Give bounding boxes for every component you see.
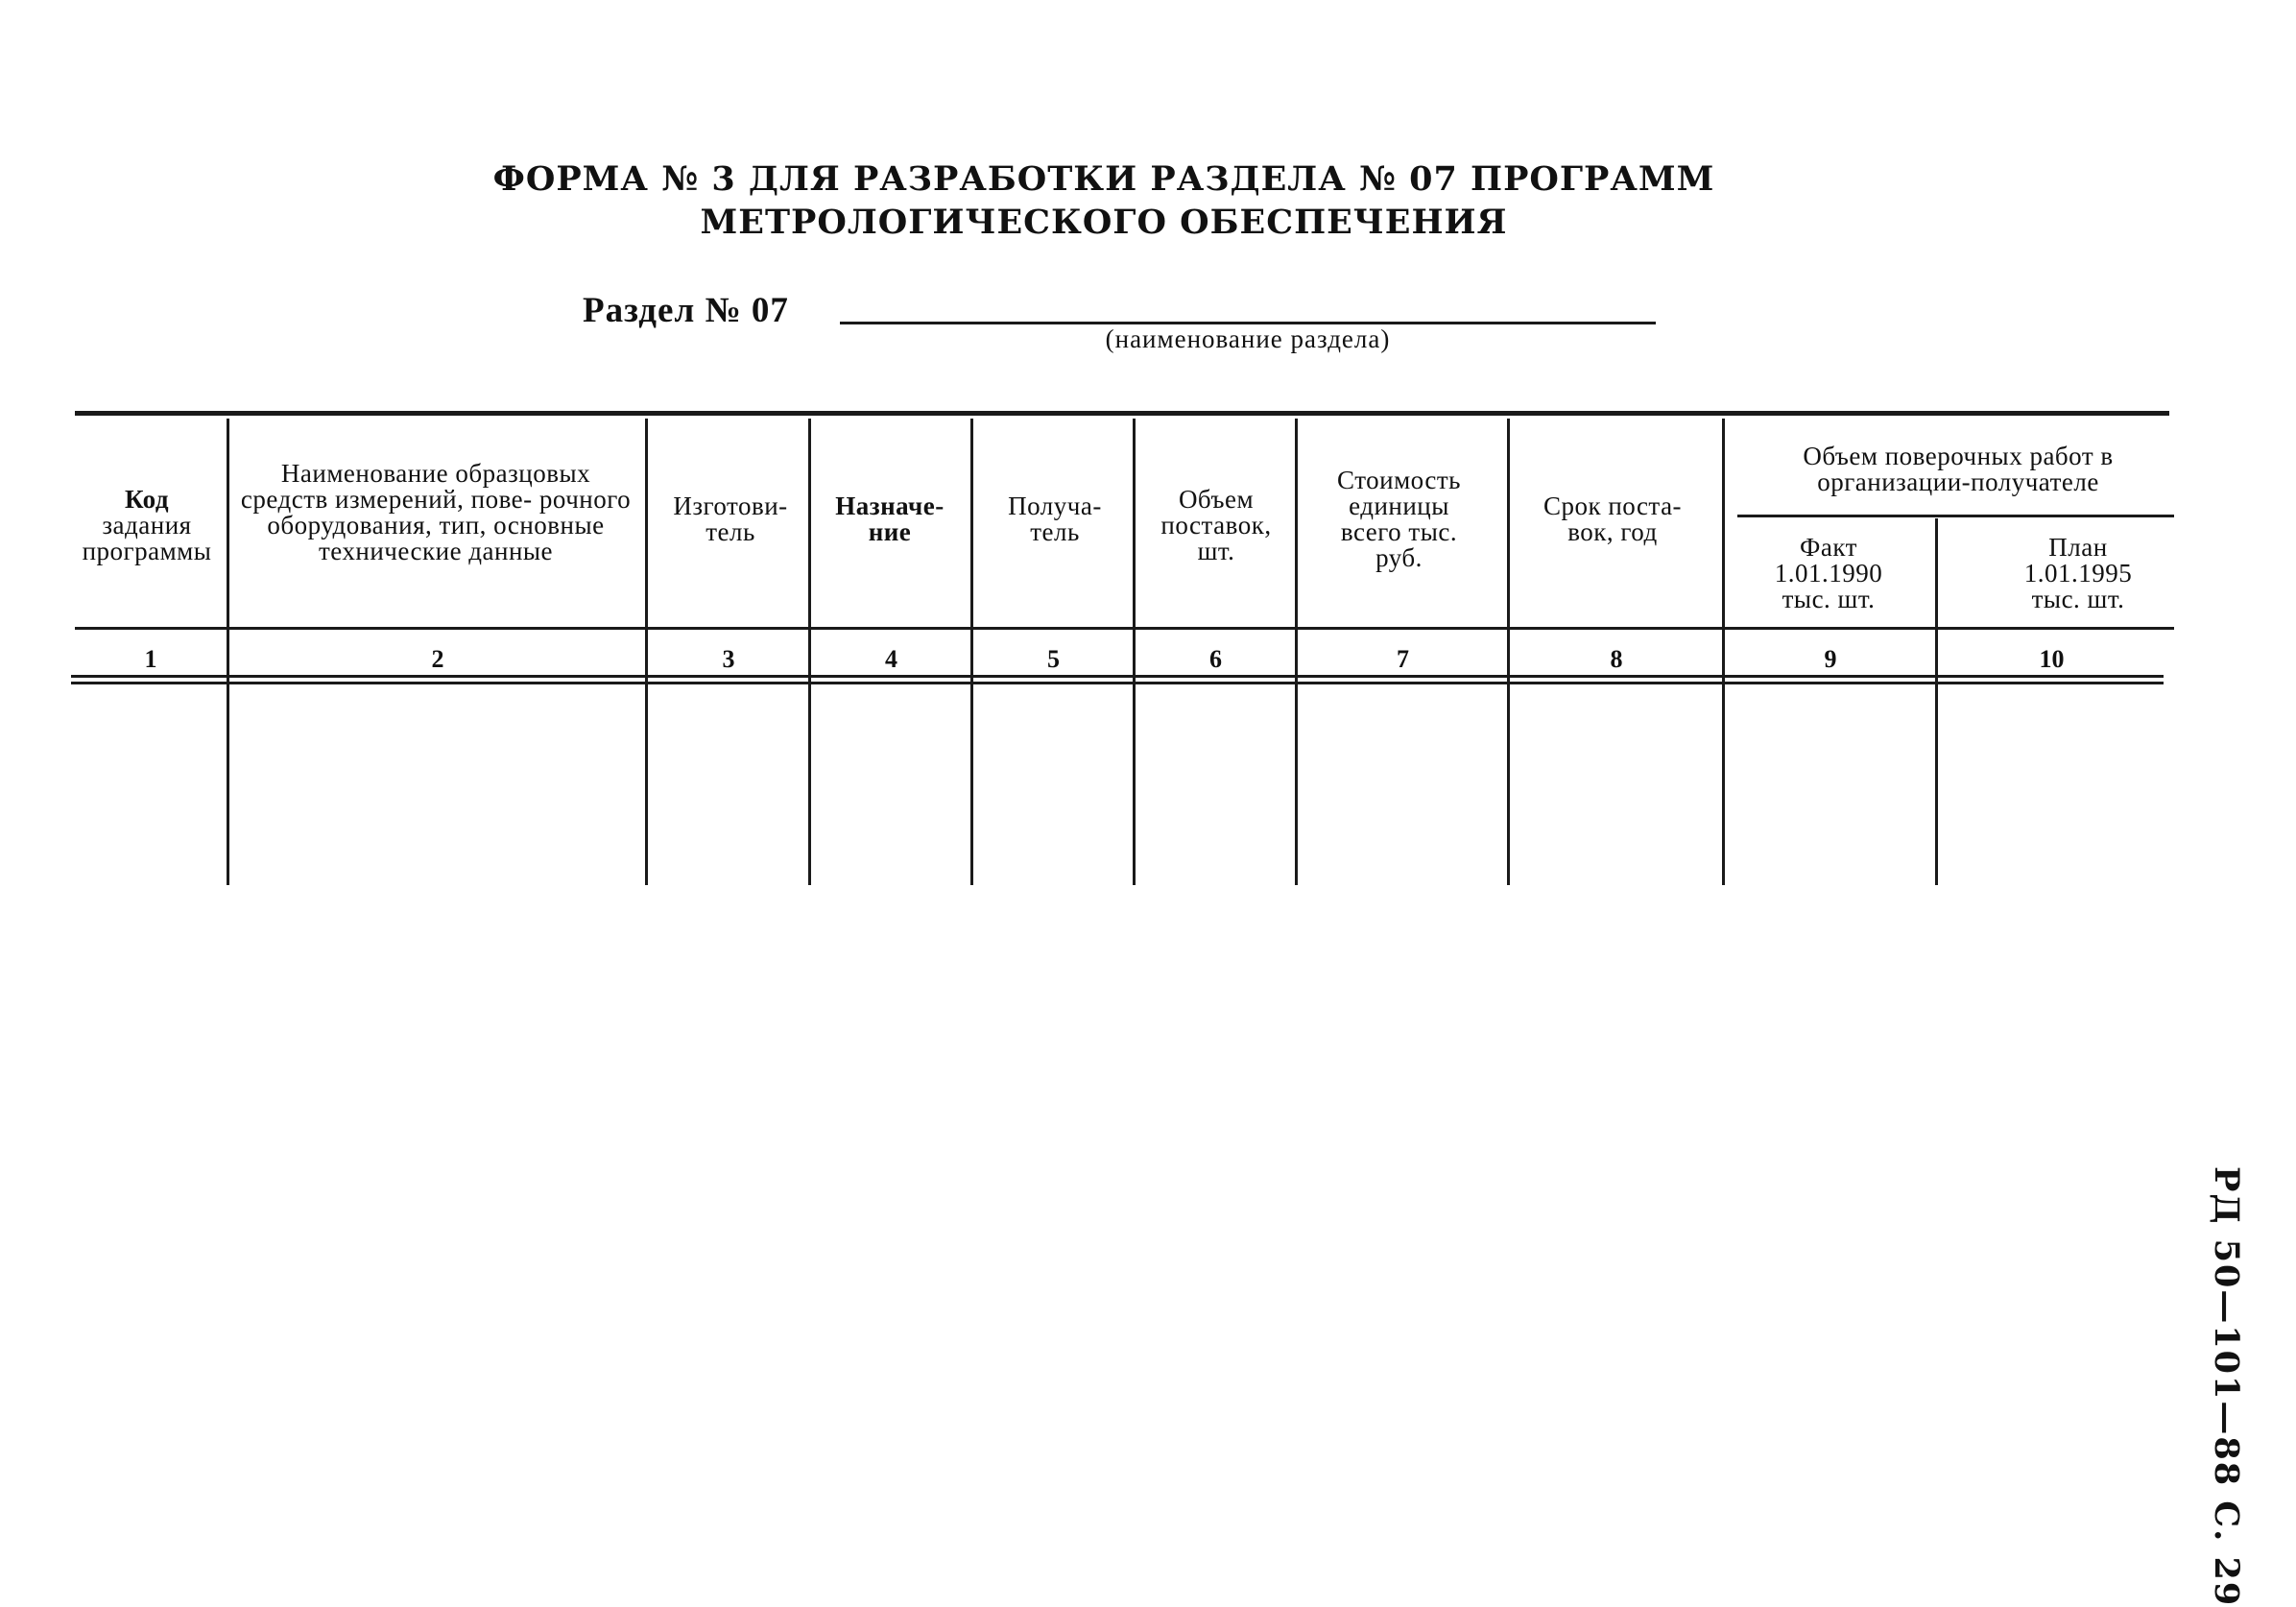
column-header-equipment-name: Наименование образцовых средств измерений, пове- рочного оборудования, тип, основные технические данные — [240, 459, 632, 565]
column-number-4: 4 — [885, 645, 897, 673]
column-number-7: 7 — [1397, 645, 1409, 673]
column-divider — [1722, 419, 1725, 885]
column-header-recipient: Получа- тель — [1008, 492, 1102, 546]
column-number-5: 5 — [1047, 645, 1060, 673]
column-header-task-code-rest: задания программы — [82, 511, 212, 565]
column-number-3: 3 — [722, 645, 735, 673]
column-number-2: 2 — [431, 645, 444, 673]
column-header-task-code — [67, 487, 227, 564]
column-header-purpose: Назначе- ние — [835, 492, 945, 546]
number-row-border-top — [71, 675, 2164, 678]
column-divider — [970, 419, 973, 885]
column-divider — [1133, 419, 1136, 885]
form-title-line-1: ФОРМА № 3 ДЛЯ РАЗРАБОТКИ РАЗДЕЛА № 07 ПРОГРАММ — [492, 159, 1715, 199]
column-number-6: 6 — [1209, 645, 1222, 673]
section-label: Раздел № 07 — [583, 291, 789, 330]
number-row-border-bottom — [71, 682, 2164, 684]
column-divider — [227, 419, 229, 885]
header-bottom-border — [75, 627, 2174, 630]
column-number-10: 10 — [2039, 645, 2065, 673]
column-header-manufacturer: Изготови- тель — [673, 492, 788, 546]
page-code-text: РД 50—101—88 С. 29 — [2207, 1166, 2246, 1607]
column-header-supply-period: Срок поста- вок, год — [1543, 492, 1683, 546]
form-title-line-2: МЕТРОЛОГИЧЕСКОГО ОБЕСПЕЧЕНИЯ — [700, 203, 1508, 242]
column-number-9: 9 — [1824, 645, 1837, 673]
column-header-task-code-title: Код — [124, 485, 170, 514]
column-header-unit-cost: Стоимость единицы всего тыс. руб. — [1337, 466, 1461, 572]
group-header-underline — [1737, 515, 2174, 517]
column-divider — [1507, 419, 1510, 885]
column-number-8: 8 — [1610, 645, 1623, 673]
page-code — [2188, 1166, 2296, 1607]
group-header-verification-volume: Объем поверочных работ в организации-получателе — [1803, 442, 2114, 496]
column-header-plan: План 1.01.1995 тыс. шт. — [2023, 533, 2133, 613]
column-divider — [1295, 419, 1298, 885]
column-header-supply-volume: Объем поставок, шт. — [1160, 485, 1272, 565]
column-divider — [645, 419, 648, 885]
column-number-1: 1 — [144, 645, 157, 673]
column-divider — [808, 419, 811, 885]
column-header-fact: Факт 1.01.1990 тыс. шт. — [1774, 533, 1883, 613]
column-divider — [1935, 518, 1938, 885]
section-name-caption: (наименование раздела) — [1105, 324, 1391, 353]
table-top-border — [75, 411, 2169, 416]
